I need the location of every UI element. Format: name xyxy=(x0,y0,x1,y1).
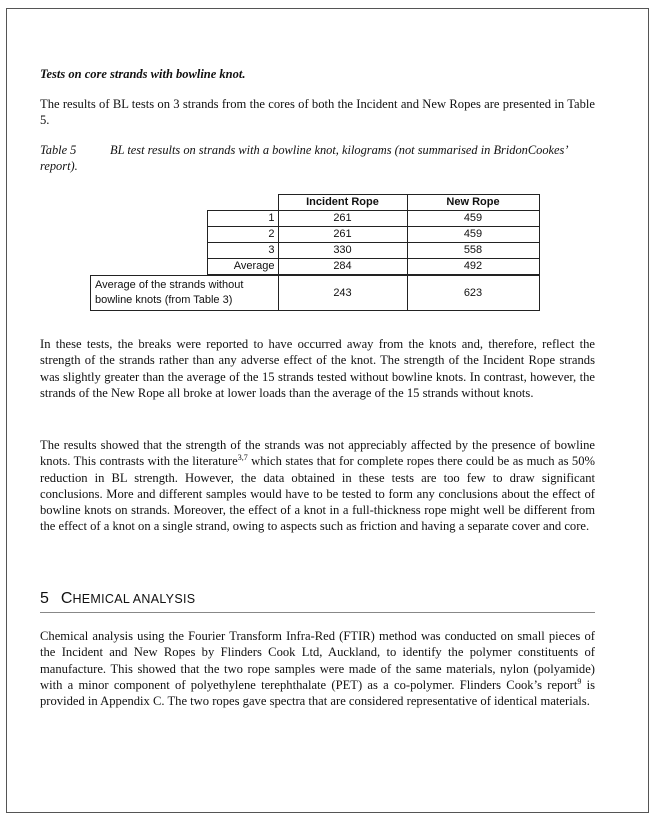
new-value: 459 xyxy=(407,227,539,243)
section-heading xyxy=(40,590,595,613)
subsection-heading: Tests on core strands with bowline knot. xyxy=(40,67,246,81)
citation-superscript: 3,7 xyxy=(237,453,248,463)
table-row xyxy=(91,211,540,227)
new-value: 459 xyxy=(407,211,539,227)
table-row-comparison xyxy=(91,275,540,311)
new-value: 558 xyxy=(407,243,539,259)
table-caption-label: Table 5 xyxy=(40,143,77,157)
incident-average: 284 xyxy=(278,259,407,276)
results-table xyxy=(90,194,540,311)
table-caption-text: BL test results on strands with a bowline knot, kilograms (not summarised in BridonCookes’ report). xyxy=(40,143,568,173)
header-new-rope: New Rope xyxy=(407,195,539,211)
conclusion-paragraph: The results showed that the strength of the strands was not appreciably affected by the presence of bowline knots. This contrasts with the literature$^{3,7}$ which states that for complete ropes there could be as much as 50% reduction in BL strength. However, the data obtained in these tests are too few to draw significant conclusions. More and different samples would have to be tested to form any conclusions about the effect of bowline knots on strands. Moreover, the effect of a knot in a full-thickness rope might well be different from the effect of a knot on a single strand, owing to aspects such as friction and having a separate cover and core. xyxy=(40,438,595,534)
intro-paragraph: The results of BL tests on 3 strands from the cores of both the Incident and New Ropes are presented in Table 5. xyxy=(40,97,595,128)
incident-comparison: 243 xyxy=(278,275,407,311)
row-label: 2 xyxy=(208,227,279,243)
new-average: 492 xyxy=(407,259,539,276)
incident-value: 261 xyxy=(278,227,407,243)
incident-value: 261 xyxy=(278,211,407,227)
chemical-analysis-paragraph: Chemical analysis using the Fourier Transform Infra-Red (FTIR) method was conducted on small pieces of the Incident and New Ropes by Flinders Cook Ltd, Auckland, to identify the polymer constituents of manufacture. This showed that the two rope samples were made of the same materials, nylon (polyamide) with a minor component of polyethylene terephthalate (PET) as a co-polymer. Flinders Cook’s report$^9$ is provided in Appendix C. The two ropes gave spectra that are considered representative of identical materials. xyxy=(40,629,595,709)
table-row xyxy=(91,227,540,243)
table-row-average xyxy=(91,259,540,276)
row-label: 1 xyxy=(208,211,279,227)
row-label: 3 xyxy=(208,243,279,259)
document-page xyxy=(6,8,649,813)
incident-value: 330 xyxy=(278,243,407,259)
comparison-label: Average of the strands without bowline knots (from Table 3) xyxy=(91,275,279,311)
row-label-average: Average xyxy=(208,259,279,276)
table-row xyxy=(91,243,540,259)
section-title-initial: C xyxy=(60,590,73,607)
section-number: 5 xyxy=(40,590,49,607)
results-discussion-paragraph: In these tests, the breaks were reported to have occurred away from the knots and, therefore, reflect the strength of the strands rather than any adverse effect of the knot. The strength of the Incident Rope strands was slightly greater than the average of the 15 strands tested without bowline knots. In contrast, however, the strands of the New Rope all broke at lower loads than the average of the 15 strands without knots. xyxy=(40,337,595,400)
header-incident-rope: Incident Rope xyxy=(278,195,407,211)
table-header-row xyxy=(91,195,540,211)
section-title-rest: HEMICAL ANALYSIS xyxy=(72,592,196,606)
new-comparison: 623 xyxy=(407,275,539,311)
citation-superscript: 9 xyxy=(577,676,582,686)
table-caption xyxy=(40,142,595,174)
